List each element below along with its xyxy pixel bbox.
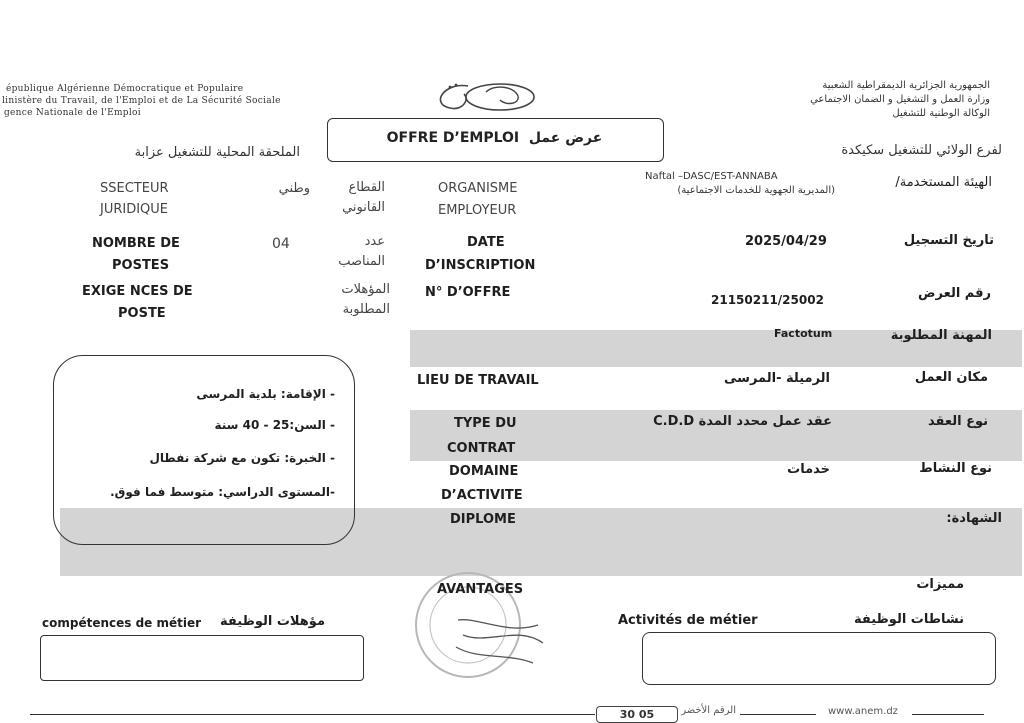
anem-logo-icon <box>420 78 555 114</box>
requirement-item: - الخبرة: تكون مع شركة نفطال <box>149 451 335 465</box>
workplace-label-ar: مكان العمل <box>914 370 988 385</box>
requirement-item: -المستوى الدراسي: متوسط فما فوق. <box>110 485 335 499</box>
activities-box <box>642 632 996 685</box>
sector-label-ar-2: القانوني <box>342 200 385 215</box>
activity-label-fr-1: DOMAINE <box>449 464 519 479</box>
diploma-label-fr: DIPLOME <box>450 512 516 527</box>
header-ar-line-3: الوكالة الوطنية للتشغيل <box>892 108 990 119</box>
registration-label-ar: تاريخ التسجيل <box>903 233 994 248</box>
profession-value: Factotum <box>774 327 833 340</box>
footer-number: 30 05 <box>619 708 655 721</box>
sector-label-fr-1: SSECTEUR <box>100 181 169 196</box>
header-ar-line-1: الجمهورية الجزائرية الديمقراطية الشعبية <box>822 80 990 91</box>
skills-label-fr: compétences de métier <box>42 616 202 630</box>
benefits-label-fr: AVANTAGES <box>437 582 524 597</box>
posts-label-ar-2: المناصب <box>338 254 385 269</box>
employer-label-fr-2: EMPLOYEUR <box>438 203 517 218</box>
footer-divider-mid <box>740 714 816 715</box>
activities-label-fr: Activités de métier <box>618 613 758 628</box>
employer-value-2: (المديرية الجهوية للخدمات الاجتماعية) <box>677 185 835 196</box>
activities-label-ar: نشاطات الوظيفة <box>854 612 964 627</box>
offer-number-value: 21150211/25002 <box>711 293 824 307</box>
posts-label-fr-1: NOMBRE DE <box>92 236 180 251</box>
sector-value: وطني <box>278 181 310 196</box>
contract-value: عقد عمل محدد المدة C.D.D <box>653 414 832 429</box>
header-ar-line-2: وزارة العمل و التشغيل و الضمان الاجتماعي <box>810 94 990 105</box>
page-title: OFFRE D’EMPLOI عرض عمل <box>386 130 603 146</box>
footer-website: www.anem.dz <box>828 706 898 717</box>
workplace-value: الرميلة -المرسى <box>724 371 830 386</box>
posts-label-fr-2: POSTES <box>112 258 170 273</box>
offer-number-label-fr: N° D’OFFRE <box>425 285 511 300</box>
posts-label-ar-1: عدد <box>364 234 385 249</box>
activity-value: خدمات <box>787 462 830 477</box>
left-agency: الملحقة المحلية للتشغيل عزابة <box>134 145 300 160</box>
employer-label-fr-1: ORGANISME <box>438 181 518 196</box>
requirements-label-ar-2: المطلوبة <box>342 302 390 317</box>
sector-label-fr-2: JURIDIQUE <box>100 202 169 217</box>
header-fr-line-3: gence Nationale de l'Emploi <box>4 108 141 118</box>
diploma-label-ar: الشهادة: <box>946 511 1002 526</box>
profession-label-ar: المهنة المطلوبة <box>890 328 992 343</box>
requirement-item: - السن:25 - 40 سنة <box>214 418 335 432</box>
offer-number-label-ar: رقم العرض <box>918 286 991 301</box>
employer-value-1: Naftal –DASC/EST-ANNABA <box>645 171 778 182</box>
activity-label-ar: نوع النشاط <box>919 461 992 476</box>
skills-box <box>40 635 364 681</box>
requirements-label-fr-2: POSTE <box>118 306 166 321</box>
requirements-label-ar-1: المؤهلات <box>341 282 390 297</box>
requirements-box <box>53 355 355 545</box>
header-fr-line-2: linistère du Travail, de l'Emploi et de La Sécurité Sociale <box>2 96 281 106</box>
footer-number-box <box>596 706 678 723</box>
workplace-label-fr: LIEU DE TRAVAIL <box>417 373 539 388</box>
right-agency: لفرع الولائي للتشغيل سكيكدة <box>841 143 1002 158</box>
employer-label-ar: الهيئة المستخدمة/ <box>895 175 992 190</box>
contract-label-ar: نوع العقد <box>928 414 988 429</box>
activity-label-fr-2: D’ACTIVITE <box>441 488 523 503</box>
header-fr-line-1: épublique Algérienne Démocratique et Populaire <box>6 84 244 94</box>
footer-green-number: الرقم الأخضر <box>681 705 736 716</box>
benefits-label-ar: مميزات <box>916 577 964 592</box>
contract-label-fr-1: TYPE DU <box>454 416 517 431</box>
sector-label-ar-1: القطاع <box>348 180 385 195</box>
contract-label-fr-2: CONTRAT <box>447 441 516 456</box>
footer-divider-right <box>912 714 984 715</box>
registration-value: 2025/04/29 <box>745 234 827 249</box>
registration-label-fr-1: DATE <box>467 235 505 250</box>
footer-divider-left <box>30 714 595 715</box>
skills-label-ar: مؤهلات الوظيفة <box>220 614 325 629</box>
requirements-label-fr-1: EXIGE NCES DE <box>82 284 193 299</box>
registration-label-fr-2: D’INSCRIPTION <box>425 258 536 273</box>
posts-value: 04 <box>272 236 290 252</box>
requirement-item: - الإقامة: بلدية المرسى <box>196 387 335 401</box>
